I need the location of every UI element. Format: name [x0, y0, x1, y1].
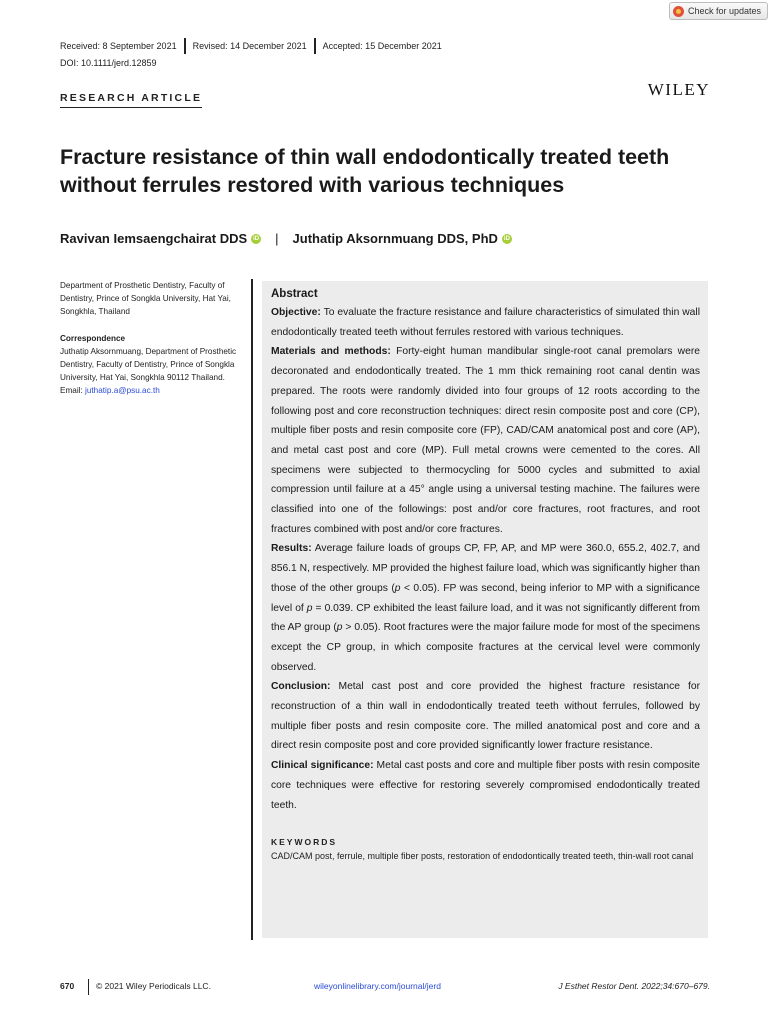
abstract-results [271, 539, 700, 677]
date-divider [314, 38, 316, 54]
article-type: RESEARCH ARTICLE [60, 92, 203, 104]
abstract-objective [271, 303, 700, 342]
methods-text: Forty-eight human mandibular single-root canal premolars were decoronated and endodontically treated. The 1 mm thick remaining root canal dentin was prepared. The roots were randomly divided into four groups of 12 roots according to the following post and core reconstruction techniques: direct resin composite post and core (CP), multiple fiber posts and resin composite core (FP), CAD/CAM anatomical post and core (AP), and metal cast post and core (MP). Full metal crowns were cemented to the cores. All specimens were subjected to thermocycling for 5000 cycles and submitted to axial compression until failure at a 45° angle using a universal testing machine. The failures were classified into one of the followings: post and/or core fractures, root fractures, and root fractures combined with post and/or core fractures. [271, 346, 700, 535]
check-for-updates-button[interactable] [669, 2, 768, 20]
correspondence-heading: Correspondence [60, 334, 126, 343]
orcid-icon[interactable]: iD [503, 235, 510, 242]
orcid-icon[interactable]: iD [253, 235, 260, 242]
results-text: Average failure loads of groups CP, FP, AP, and MP were 360.0, 655.2, 402.7, and 856.1 N, respectively. MP provided the highest failure load, which was significantly higher than those of the other groups ( [271, 543, 701, 594]
methods-label: Materials and methods: [271, 346, 391, 358]
correspondence-email [60, 384, 250, 397]
correspondence-text: Juthatip Aksornmuang, Department of Prosthetic Dentistry, Faculty of Dentistry, Prince of Songkla University, Hat Yai, Songkhla 90112 Thailand. [60, 347, 237, 382]
p-symbol: p [306, 602, 313, 614]
journal-citation: J Esthet Restor Dent. 2022;34:670–679. [558, 981, 710, 991]
article-title: Fracture resistance of thin wall endodontically treated teeth without ferrules restored with various techniques [60, 145, 670, 197]
objective-label: Objective: [271, 307, 321, 318]
abstract-methods [271, 342, 700, 539]
article-dates [60, 38, 442, 54]
journal-website-link[interactable]: wileyonlinelibrary.com/journal/jerd [314, 981, 441, 991]
accepted-date: Accepted: 15 December 2021 [322, 41, 442, 51]
copyright: © 2021 Wiley Periodicals LLC. [96, 981, 211, 991]
author-name[interactable]: Ravivan Iemsaengchairat DDS [60, 231, 248, 246]
results-label: Results: [271, 543, 312, 555]
abstract-clinical-significance [271, 756, 700, 815]
conclusion-label: Conclusion: [271, 681, 331, 693]
results-text: > 0.05). Root fractures were the major failure mode for most of the specimens except the CP group, in which composite fractures at the cervical level were commonly observed. [271, 622, 700, 673]
abstract-box [262, 281, 708, 938]
results-text: = 0.039. CP exhibited the least failure load, and it was not significantly different from the AP group ( [271, 602, 700, 634]
clinical-label: Clinical significance: [271, 760, 374, 772]
email-link[interactable]: juthatip.a@psu.ac.th [85, 386, 160, 395]
doi: DOI: 10.1111/jerd.12859 [60, 58, 157, 68]
author-name[interactable]: Juthatip Aksornmuang DDS, PhD [292, 231, 498, 246]
affiliation: Department of Prosthetic Dentistry, Faculty of Dentistry, Prince of Songkla University, Hat Yai, Songkhla, Thailand [60, 281, 231, 316]
results-text: < 0.05). FP was second, being inferior to MP with a significance level of [271, 582, 700, 614]
date-divider [184, 38, 186, 54]
affiliation-column [60, 279, 250, 397]
crossmark-icon [673, 6, 684, 17]
received-date: Received: 8 September 2021 [60, 41, 177, 51]
footer-divider [88, 979, 89, 995]
page-footer [60, 979, 710, 995]
p-symbol: p [394, 582, 401, 594]
objective-text: To evaluate the fracture resistance and failure characteristics of simulated thin wall endodontically treated teeth without ferrules restored with various techniques. [271, 307, 700, 338]
check-updates-label: Check for updates [688, 6, 762, 16]
abstract-heading: Abstract [271, 288, 318, 300]
abstract-conclusion [271, 677, 700, 756]
page-number: 670 [60, 981, 75, 991]
keywords-heading: KEYWORDS [271, 837, 338, 848]
p-symbol: p [336, 622, 343, 634]
email-label: Email: [60, 386, 86, 395]
keywords-list: CAD/CAM post, ferrule, multiple fiber posts, restoration of endodontically treated teeth, thin-wall root canal [271, 851, 694, 862]
author-separator: | [275, 231, 279, 246]
author-list [60, 231, 512, 246]
conclusion-text: Metal cast post and core provided the highest fracture resistance for reconstruction of a thin wall in endodontically treated teeth without ferrules, followed by multiple fiber posts and resin composite core. The milled anatomical post and core and a direct resin composite post and core provided significantly lower fracture resistance. [271, 681, 700, 752]
column-divider [251, 279, 253, 940]
revised-date: Revised: 14 December 2021 [192, 41, 307, 51]
publisher-logo: WILEY [647, 80, 710, 99]
clinical-text: Metal cast posts and core and multiple fiber posts with resin composite core techniques were effective for restoring severely compromised endodontically treated teeth. [271, 760, 700, 811]
article-type-underline [60, 107, 202, 108]
